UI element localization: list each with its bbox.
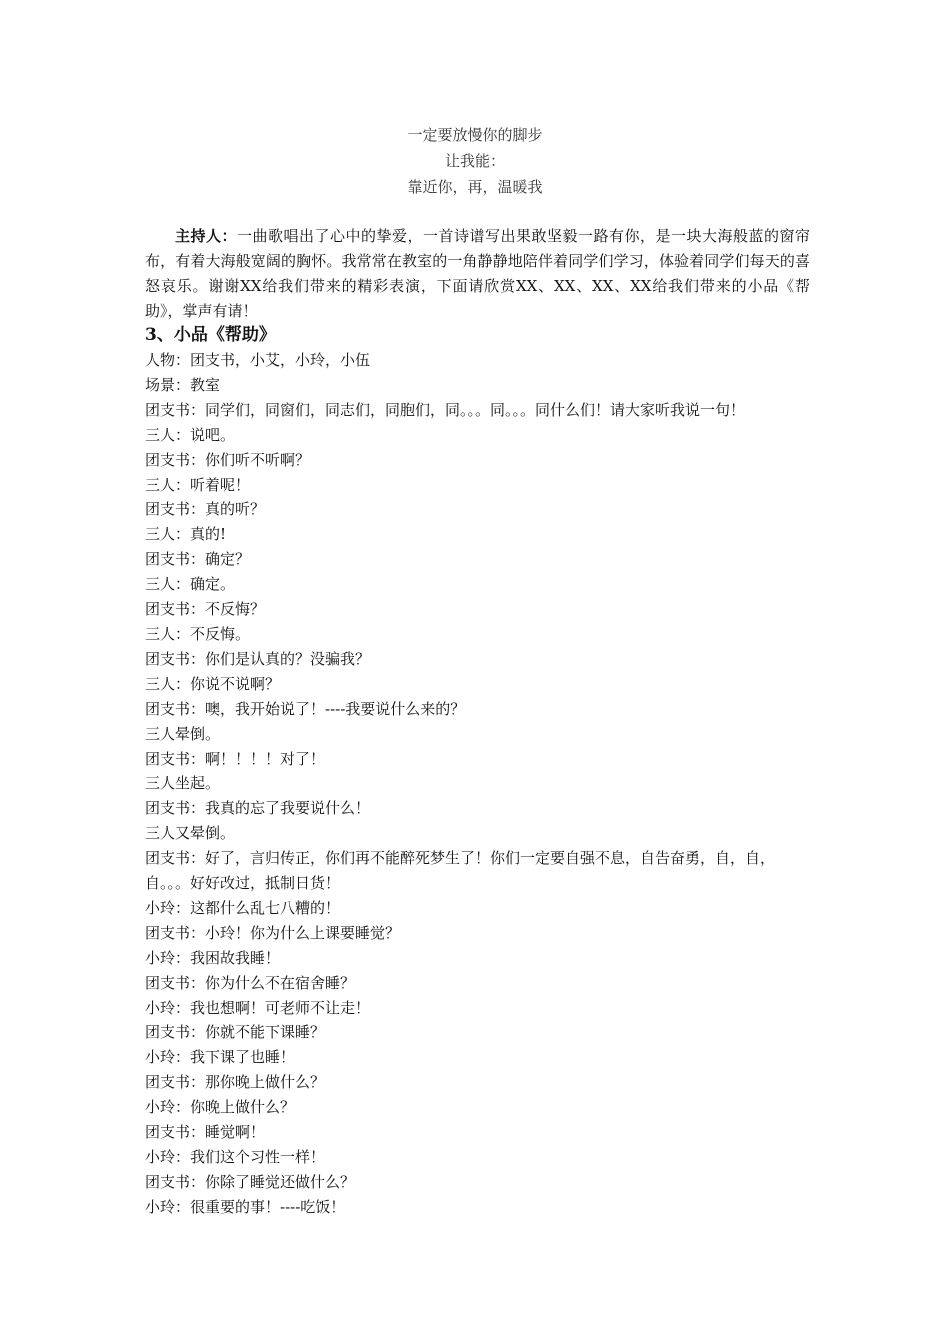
section-heading: 3、小品《帮助》 xyxy=(145,325,276,345)
skit-script xyxy=(145,348,810,1220)
script-line: 三人：听着呢！ xyxy=(145,475,251,494)
script-line: 小玲：我也想啊！可老师不让走！ xyxy=(145,998,371,1017)
script-line: 团支书：你们听不听啊？ xyxy=(145,450,311,469)
script-line: 团支书：不反悔？ xyxy=(145,600,266,619)
script-line: 团支书：小玲！你为什么上课要睡觉？ xyxy=(145,923,401,942)
script-line: 三人：你说不说啊？ xyxy=(145,674,281,693)
script-line: 团支书：你们是认真的？没骗我？ xyxy=(145,649,371,668)
script-line: 三人：不反悔。 xyxy=(145,624,251,643)
script-line: 团支书：我真的忘了我要说什么！ xyxy=(145,799,371,818)
script-line: 小玲：我们这个习性一样！ xyxy=(145,1148,326,1166)
script-line: 小玲：我下课了也睡！ xyxy=(145,1048,296,1067)
script-line: 团支书：确定？ xyxy=(145,550,251,569)
host-speaker-label: 主持人： xyxy=(175,227,237,245)
script-line: 小玲：你晚上做什么？ xyxy=(145,1098,296,1117)
script-line: 团支书：那你晚上做什么？ xyxy=(145,1073,326,1092)
script-line: 小玲：很重要的事！----吃饭！ xyxy=(145,1197,346,1216)
poem-line-3: 靠近你，再，温暖我 xyxy=(407,178,543,196)
script-line: 三人晕倒。 xyxy=(145,724,221,743)
host-intro-text: 一曲歌唱出了心中的挚爱，一首诗谱写出果敢坚毅一路有你，是一块大海般蓝的窗帘布，有着大海般宽阔的胸怀。我常常在教室的一角静静地陪伴着同学们学习，体验着同学们每天的喜怒哀乐。谢谢XX给我们带来的精彩表演，下面请欣赏XX、XX、XX、XX给我们带来的小品《帮助》，掌声有请！ xyxy=(145,227,810,320)
host-intro-paragraph xyxy=(145,224,810,324)
script-line: 团支书：噢，我开始说了！----我要说什么来的？ xyxy=(145,699,466,718)
script-line: 团支书：同学们，同窗们，同志们，同胞们，同。。。同。。。同什么们！请大家听我说一句！ xyxy=(145,400,746,419)
script-line: 小玲：这都什么乱七八糟的！ xyxy=(145,898,341,917)
script-line: 三人：确定。 xyxy=(145,575,236,594)
script-line: 三人：真的! xyxy=(145,525,227,544)
script-line: 场景：教室 xyxy=(145,375,221,394)
script-line: 团支书：你就不能下课睡？ xyxy=(145,1023,326,1042)
script-line: 人物：团支书，小艾，小玲，小伍 xyxy=(145,351,371,369)
script-line: 团支书：睡觉啊！ xyxy=(145,1123,266,1142)
script-line: 团支书：啊！！！！对了！ xyxy=(145,749,326,768)
poem-verse xyxy=(0,122,950,200)
script-line: 团支书：真的听？ xyxy=(145,500,266,519)
script-line: 团支书：好了，言归传正，你们再不能醉死梦生了！你们一定要自强不息，自告奋勇，自，自，自。。。好好改过，抵制日货！ xyxy=(145,849,776,893)
script-line: 三人坐起。 xyxy=(145,774,221,793)
script-line: 三人又晕倒。 xyxy=(145,824,236,843)
poem-line-1: 一定要放慢你的脚步 xyxy=(407,126,543,144)
script-line: 团支书：你除了睡觉还做什么？ xyxy=(145,1172,356,1191)
script-line: 团支书：你为什么不在宿舍睡？ xyxy=(145,973,356,992)
poem-line-2: 让我能： xyxy=(444,152,505,170)
script-line: 三人：说吧。 xyxy=(145,425,236,444)
script-line: 小玲：我困故我睡！ xyxy=(145,948,281,967)
